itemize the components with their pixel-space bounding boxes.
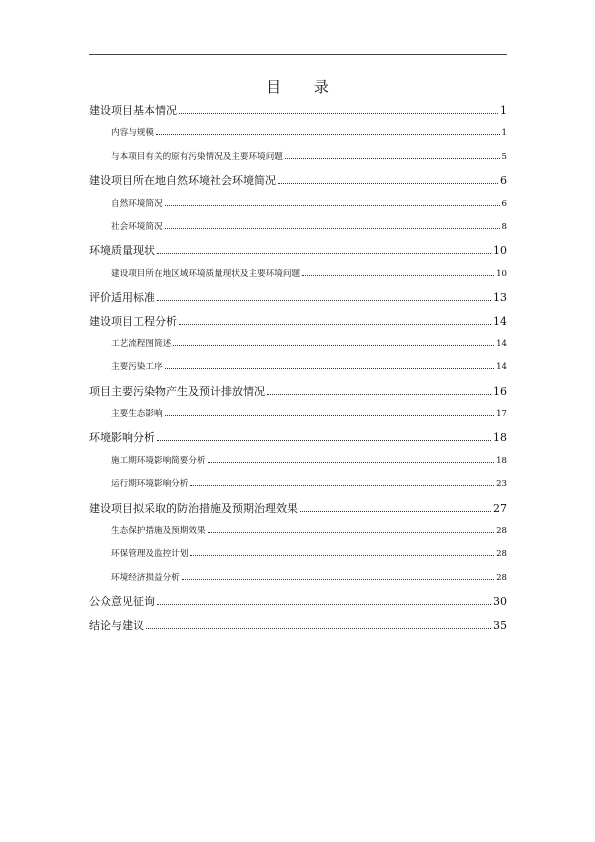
toc-entry[interactable]	[89, 122, 507, 145]
toc-entry-page: 17	[496, 409, 507, 420]
toc-entry-label: 施工期环境影响简要分析	[111, 455, 206, 466]
toc-entry-page: 6	[500, 174, 507, 188]
dot-leader	[157, 440, 491, 441]
dot-leader	[156, 134, 500, 135]
dot-leader	[157, 604, 491, 605]
toc-entry-label: 建设项目所在地自然环境社会环境简况	[89, 174, 276, 188]
dot-leader	[157, 253, 491, 254]
toc-entry[interactable]	[89, 99, 507, 122]
toc-entry[interactable]	[89, 403, 507, 426]
toc-entry[interactable]	[89, 473, 507, 496]
toc-entry-label: 工艺流程图简述	[111, 338, 172, 349]
toc-entry-label: 环境质量现状	[89, 244, 155, 258]
toc-entry-page: 27	[493, 501, 507, 515]
toc-entry-page: 16	[493, 384, 507, 398]
dot-leader	[182, 579, 494, 580]
toc-entry[interactable]	[89, 333, 507, 356]
toc-entry-page: 28	[496, 572, 507, 583]
toc-entry[interactable]	[89, 497, 507, 520]
toc-entry-page: 14	[496, 362, 507, 373]
toc-entry-label: 与本项目有关的原有污染情况及主要环境问题	[111, 151, 283, 162]
dot-leader	[302, 275, 494, 276]
toc-entry[interactable]	[89, 520, 507, 543]
dot-leader	[190, 485, 494, 486]
toc-entry-label: 公众意见征询	[89, 595, 155, 609]
toc-entry[interactable]	[89, 169, 507, 192]
toc-entry[interactable]	[89, 146, 507, 169]
toc-entry-label: 主要污染工序	[111, 362, 163, 373]
toc-entry[interactable]	[89, 380, 507, 403]
toc-entry[interactable]	[89, 216, 507, 239]
toc-entry-label: 评价适用标准	[89, 291, 155, 305]
toc-entry-page: 35	[493, 618, 507, 632]
toc-entry-label: 建设项目所在地区域环境质量现状及主要环境问题	[111, 268, 301, 279]
toc-title: 目 录	[266, 78, 343, 96]
toc-entry-label: 自然环境简况	[111, 198, 163, 209]
toc-entry-page: 28	[496, 549, 507, 560]
dot-leader	[285, 158, 500, 159]
toc-entry-label: 结论与建议	[89, 618, 144, 632]
toc-entry[interactable]	[89, 263, 507, 286]
dot-leader	[146, 628, 491, 629]
header-rule	[89, 54, 507, 55]
toc-entry-page: 8	[501, 221, 507, 232]
toc-entry-page: 18	[496, 455, 507, 466]
toc-entry-label: 内容与规模	[111, 128, 154, 139]
dot-leader	[190, 555, 494, 556]
toc-entry[interactable]	[89, 543, 507, 566]
toc-entry[interactable]	[89, 356, 507, 379]
dot-leader	[179, 113, 498, 114]
dot-leader	[165, 368, 494, 369]
dot-leader	[165, 205, 500, 206]
toc-entry-page: 5	[501, 151, 507, 162]
toc-entry[interactable]	[89, 193, 507, 216]
toc-entry-page: 10	[496, 268, 507, 279]
toc-entry-label: 项目主要污染物产生及预计排放情况	[89, 384, 265, 398]
dot-leader	[179, 324, 491, 325]
toc-entry[interactable]	[89, 614, 507, 637]
dot-leader	[165, 415, 494, 416]
toc-entry[interactable]	[89, 567, 507, 590]
toc-entry-label: 建设项目基本情况	[89, 104, 177, 117]
toc-entry-label: 运行期环境影响分析	[111, 479, 189, 490]
toc-entry-page: 10	[493, 244, 507, 258]
toc-entry-page: 14	[496, 338, 507, 349]
toc-entry-page: 23	[496, 479, 507, 490]
toc-entry-page: 14	[493, 314, 507, 328]
dot-leader	[208, 532, 495, 533]
toc-entry-page: 1	[501, 128, 507, 139]
toc-entry-label: 主要生态影响	[111, 409, 163, 420]
toc-entry[interactable]	[89, 239, 507, 262]
table-of-contents	[89, 99, 507, 637]
dot-leader	[157, 300, 491, 301]
dot-leader	[208, 462, 495, 463]
dot-leader	[300, 511, 491, 512]
toc-entry[interactable]	[89, 310, 507, 333]
toc-entry[interactable]	[89, 590, 507, 613]
toc-entry-page: 1	[500, 104, 507, 117]
toc-entry-page: 30	[493, 595, 507, 609]
toc-entry-page: 18	[493, 431, 507, 445]
toc-entry-page: 6	[501, 198, 507, 209]
toc-entry-label: 生态保护措施及预期效果	[111, 526, 206, 537]
toc-entry-label: 建设项目拟采取的防治措施及预期治理效果	[89, 501, 298, 515]
dot-leader	[267, 394, 491, 395]
toc-entry-label: 建设项目工程分析	[89, 314, 177, 328]
toc-entry[interactable]	[89, 450, 507, 473]
dot-leader	[165, 228, 500, 229]
toc-entry-label: 环境经济损益分析	[111, 572, 180, 583]
toc-entry-label: 环保管理及监控计划	[111, 549, 189, 560]
dot-leader	[173, 345, 494, 346]
toc-entry-page: 28	[496, 526, 507, 537]
toc-entry-label: 环境影响分析	[89, 431, 155, 445]
dot-leader	[278, 183, 498, 184]
toc-entry[interactable]	[89, 426, 507, 449]
toc-entry-page: 13	[493, 291, 507, 305]
toc-entry[interactable]	[89, 286, 507, 309]
toc-entry-label: 社会环境简况	[111, 221, 163, 232]
